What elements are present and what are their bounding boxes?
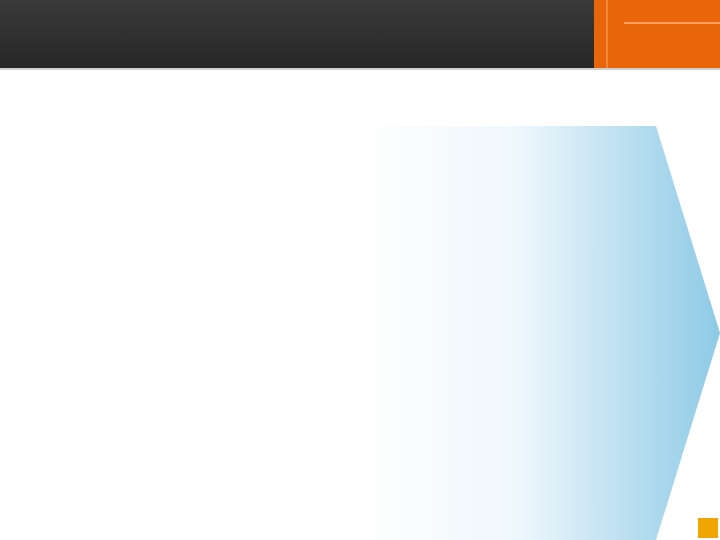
page-number	[698, 518, 718, 538]
header-accent	[594, 0, 720, 70]
population-pyramid	[58, 278, 330, 536]
flow-arrow	[356, 126, 720, 540]
header-divider	[0, 68, 720, 70]
